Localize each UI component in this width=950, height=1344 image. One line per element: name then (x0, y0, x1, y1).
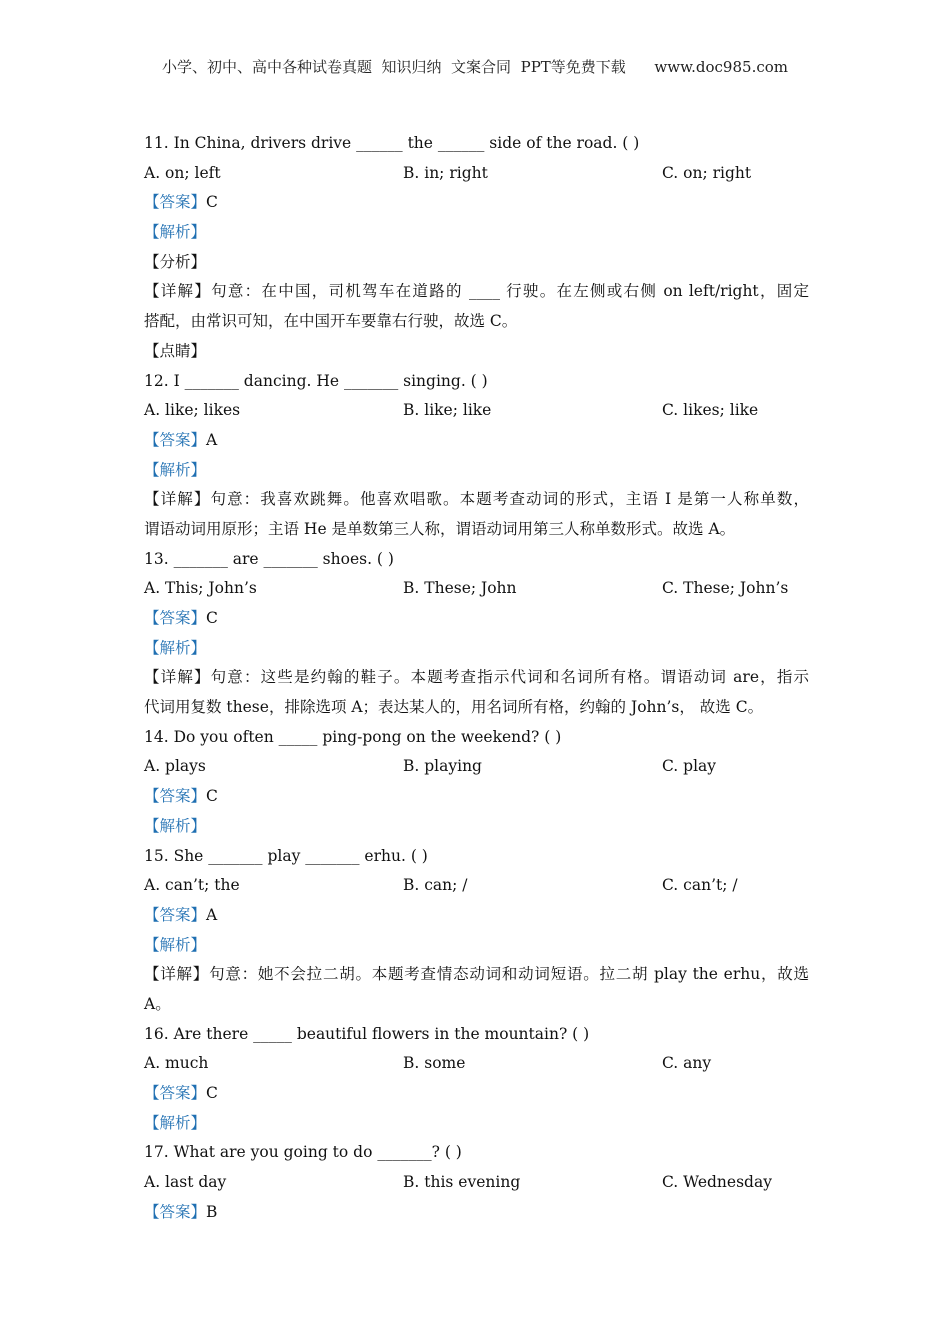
detail-tag: 【详解】 (144, 965, 210, 984)
question-stem-12: 12. I _______ dancing. He _______ singing. ( ) (144, 371, 488, 390)
question-options-13 (144, 574, 809, 604)
question-options-12 (144, 396, 809, 426)
detail-text: 句意：她不会拉二胡。本题考查情态动词和动词短语。拉二胡 play the erhu，故选 (209, 965, 809, 984)
answer-tag: 【答案】 (144, 430, 207, 449)
question-stem-11: 11. In China, drivers drive ______ the ______ side of the road. ( ) (144, 134, 640, 152)
answer-line-12 (144, 426, 809, 456)
detail-text: 句意：在中国，司机驾车在道路的 ____ 行驶。在左侧或右侧 on left/right，固定 (211, 282, 809, 301)
page-header[interactable]: 小学、初中、高中各种试卷真题 知识归纳 文案合同 PPT等免费下载 www.doc985.com (161, 58, 788, 76)
analysis-line-11 (144, 218, 809, 248)
question-stem-17: 17. What are you going to do _______? ( ) (144, 1143, 462, 1162)
detail-line-13b: 代词用复数 these，排除选项 A；表达某人的，用名词所有格，约翰的 John’s， 故选 C。 (144, 698, 764, 717)
question-options-15 (144, 871, 809, 901)
detail-text: 句意：我喜欢跳舞。他喜欢唱歌。本题考查动词的形式，主语 I 是第一人称单数， (210, 490, 809, 509)
analysis-tag: 【解析】 (144, 816, 207, 835)
analysis-tag: 【解析】 (144, 460, 207, 479)
answer-value: A (206, 905, 218, 924)
option-a: A. plays (144, 757, 206, 776)
question-options-16 (144, 1049, 809, 1079)
question-stem-15: 15. She _______ play _______ erhu. ( ) (144, 846, 428, 865)
answer-value: A (206, 430, 218, 449)
detail-line-15a (144, 960, 809, 990)
analysis-tag: 【解析】 (144, 1113, 207, 1132)
answer-line-11 (144, 188, 809, 218)
detail-line-13a (144, 663, 809, 693)
option-b: B. like; like (403, 401, 492, 420)
fenxi-line-11 (144, 248, 809, 278)
option-b: B. playing (403, 757, 482, 776)
detail-line-15b: A。 (144, 994, 171, 1013)
question-options-11 (144, 159, 809, 189)
analysis-line-14 (144, 812, 809, 842)
fenxi-tag: 【分析】 (144, 252, 207, 271)
answer-tag: 【答案】 (144, 1202, 207, 1221)
question-stem-14: 14. Do you often _____ ping-pong on the weekend? ( ) (144, 727, 562, 746)
analysis-line-16 (144, 1109, 809, 1139)
answer-tag: 【答案】 (144, 609, 207, 627)
option-b: B. These; John (403, 579, 517, 598)
detail-line-12b: 谓语动词用原形；主语 He 是单数第三人称，谓语动词用第三人称单数形式。故选 A。 (144, 519, 736, 538)
analysis-tag: 【解析】 (144, 935, 207, 954)
option-c: C. on; right (662, 163, 752, 182)
option-b: B. some (403, 1054, 466, 1073)
answer-line-13 (144, 604, 809, 634)
detail-text: 句意：这些是约翰的鞋子。本题考查指示代词和名词所有格。谓语动词 are，指示 (210, 668, 809, 687)
option-a: A. much (144, 1054, 209, 1073)
answer-tag: 【答案】 (144, 193, 207, 212)
question-options-17 (144, 1168, 809, 1198)
option-b: B. can; / (403, 876, 468, 895)
answer-tag: 【答案】 (144, 787, 207, 806)
option-c: C. likes; like (662, 401, 759, 420)
detail-tag: 【详解】 (144, 668, 211, 687)
answer-line-14 (144, 782, 809, 812)
analysis-line-12 (144, 456, 809, 486)
option-c: C. Wednesday (662, 1173, 772, 1192)
answer-tag: 【答案】 (144, 1084, 207, 1102)
option-c: C. These; John’s (662, 579, 789, 598)
option-a: A. can’t; the (144, 876, 240, 895)
answer-value: B (206, 1202, 218, 1221)
detail-line-11a (144, 277, 809, 307)
answer-value: C (206, 609, 218, 627)
answer-line-17 (144, 1198, 809, 1228)
answer-value: C (206, 193, 218, 212)
dianjing-tag: 【点睛】 (144, 341, 207, 360)
option-a: A. on; left (144, 163, 221, 182)
answer-line-15 (144, 901, 809, 931)
question-options-14 (144, 752, 809, 782)
option-a: A. last day (144, 1173, 227, 1192)
detail-line-11b: 搭配，由常识可知，在中国开车要靠右行驶，故选 C。 (144, 312, 518, 331)
option-c: C. can’t; / (662, 876, 738, 895)
dianjing-line-11 (144, 337, 809, 367)
analysis-tag: 【解析】 (144, 638, 207, 657)
option-a: A. This; John’s (144, 579, 257, 598)
question-list (144, 129, 809, 1227)
option-a: A. like; likes (144, 401, 241, 420)
detail-line-12a (144, 485, 809, 515)
question-stem-13: 13. _______ are _______ shoes. ( ) (144, 549, 394, 568)
option-c: C. play (662, 757, 717, 776)
answer-line-16 (144, 1079, 809, 1109)
answer-tag: 【答案】 (144, 905, 207, 924)
answer-value: C (206, 787, 218, 806)
analysis-tag: 【解析】 (144, 223, 207, 242)
detail-tag: 【详解】 (144, 490, 211, 509)
option-b: B. in; right (403, 163, 488, 182)
analysis-line-15 (144, 931, 809, 961)
detail-tag: 【详解】 (144, 282, 212, 301)
question-stem-16: 16. Are there _____ beautiful flowers in the mountain? ( ) (144, 1024, 590, 1043)
analysis-line-13 (144, 634, 809, 664)
option-b: B. this evening (403, 1173, 521, 1192)
option-c: C. any (662, 1054, 712, 1073)
answer-value: C (206, 1084, 218, 1102)
